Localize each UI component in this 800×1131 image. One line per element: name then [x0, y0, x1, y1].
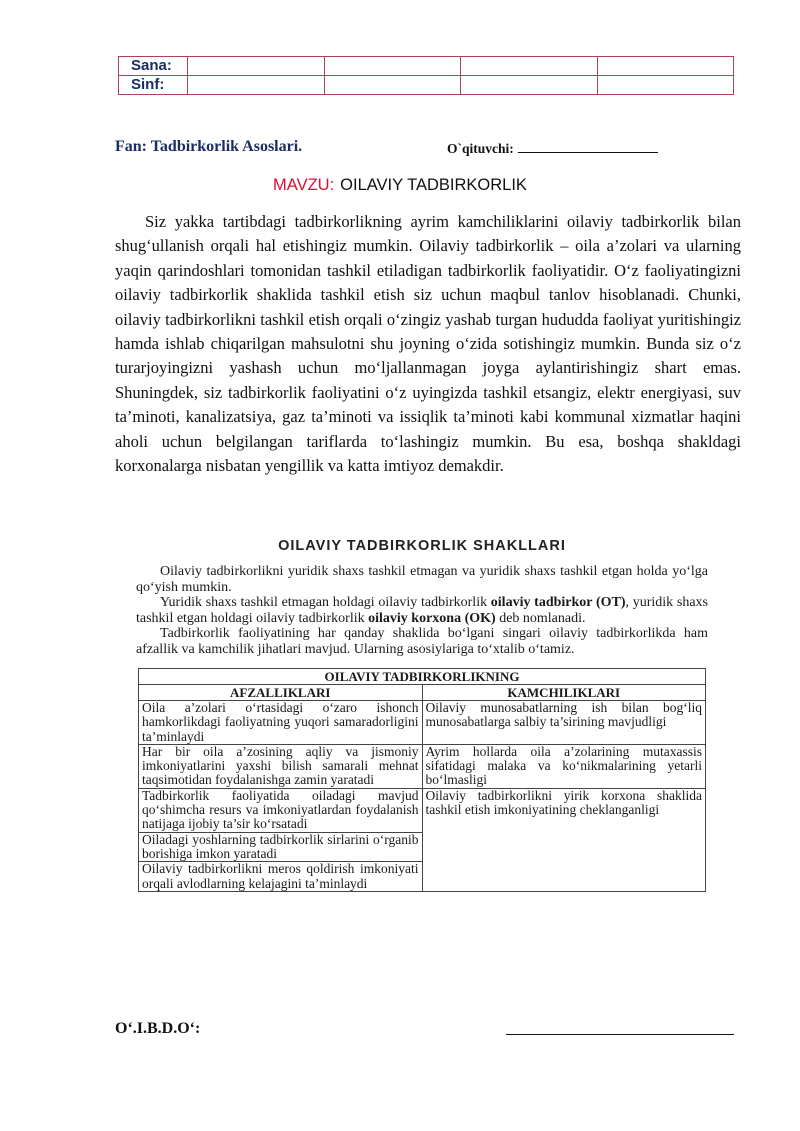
pros-cell: Oilaviy tadbirkorlikni meros qoldirish imkoniyati orqali avlodlarning kelajagini ta’minlaydi — [139, 862, 423, 892]
teacher-field — [447, 140, 658, 157]
sana-cell-1[interactable] — [188, 57, 325, 76]
header-table — [118, 56, 734, 95]
footer-signature-label: O‘.I.B.D.O‘: — [115, 1020, 201, 1037]
main-paragraph: Siz yakka tartibdagi tadbirkorlikning ayrim kamchiliklarini oilaviy tadbirkorlik bilan shug‘ullanish orqali hal etishingiz mumkin. Oilaviy tadbirkorlik – oila a’zolari va ularning yaqin qarindoshlari tomonidan tashkil etiladigan tadbirkorlik faoliyatidir. O‘z faoliyatingizni oilaviy tadbirkorlik shaklida tashkil etish siz uchun maqbul tanlov hisoblanadi. Chunki, oilaviy tadbirkorlikni tashkil etish orqali o‘zingiz yashab turgan hududda faoliyat yuritishingiz hamda ishlab chiqarilgan mahsulotni shu joyning o‘zida sotishingiz mumkin. Bunda siz o‘z turarjoyingizni yashash uchun mo‘ljallanmagan joyga aylantirishingiz shart emas. Shuningdek, siz tadbirkorlik faoliyatini o‘z uyingizda tashkil etsangiz, elektr energiyasi, suv ta’minoti, kanalizatsiya, gaz ta’minoti va issiqlik ta’minoti kabi kommunal xizmatlar haqini aholi uchun belgilangan tariflarda to‘lashingiz mumkin. Bu esa, boshqa shakldagi korxonalarga nisbatan yengillik va katta imtiyoz demakdir. — [115, 212, 741, 476]
pros-cell: Har bir oila a’zosining aqliy va jismoniy imkoniyatlarini yaxshi bilish samarali mehnat taqsimotidan foydalanishga zamin yaratadi — [139, 744, 423, 788]
sana-cell-3[interactable] — [461, 57, 598, 76]
pros-cell: Oiladagi yoshlarning tadbirkorlik sirlarini o‘rganib borishiga imkon yaratadi — [139, 832, 423, 862]
excerpt-paragraph-3: Tadbirkorlik faoliyatining har qanday shaklida bo‘lgani singari oilaviy tadbirkorlikda ham afzallik va kamchilik jihatlari mavjud. Ularning asosiylariga to‘xtalib o‘tamiz. — [136, 626, 708, 657]
topic-title: OILAVIY TADBIRKORLIK — [340, 176, 527, 194]
excerpt-paragraph-1: Oilaviy tadbirkorlikni yuridik shaxs tashkil etmagan va yuridik shaxs tashkil etgan holda yo‘lga qo‘yish mumkin. — [136, 564, 708, 595]
pros-cell: Tadbirkorlik faoliyatida oiladagi mavjud qo‘shimcha resurs va imkoniyatlardan foydalanish natijaga ijobiy ta’sir ko‘rsatadi — [139, 788, 423, 832]
pros-cons-table — [138, 668, 706, 892]
sana-label: Sana: — [119, 57, 188, 76]
p2-text-e: deb nomlanadi. — [495, 610, 586, 626]
sinf-cell-4[interactable] — [597, 76, 734, 95]
teacher-label: O`qituvchi: — [447, 141, 514, 156]
table-row — [139, 788, 706, 832]
sana-cell-4[interactable] — [597, 57, 734, 76]
p2-text-a: Yuridik shaxs tashkil etmagan holdagi oilaviy tadbirkorlik — [160, 595, 491, 610]
footer-signature-line[interactable] — [506, 1034, 734, 1035]
pros-cell: Oila a’zolari o‘rtasidagi o‘zaro ishonch hamkorlikdagi faoliyatning yuqori samaradorligini ta’minlaydi — [139, 701, 423, 745]
sinf-cell-2[interactable] — [324, 76, 461, 95]
table-row — [139, 744, 706, 788]
topic-heading — [0, 176, 800, 195]
sinf-cell-1[interactable] — [188, 76, 325, 95]
excerpt-paragraph-2 — [136, 595, 708, 626]
subject-title: Fan: Tadbirkorlik Asoslari. — [115, 138, 303, 155]
teacher-blank-line[interactable] — [518, 140, 658, 153]
p2-term-ot: oilaviy tadbirkor (OT) — [490, 595, 626, 610]
p2-term-ok: oilaviy korxona (OK) — [368, 610, 496, 626]
p2-text-c: , yuridik shaxs tashkil etgan holdagi oilaviy tadbirkorlik — [136, 595, 708, 626]
topic-label: MAVZU: — [273, 176, 335, 194]
sinf-cell-3[interactable] — [461, 76, 598, 95]
excerpt-heading: OILAVIY TADBIRKORLIK SHAKLLARI — [278, 538, 566, 554]
pros-column-header: AFZALLIKLARI — [139, 685, 423, 701]
cons-cell: Oilaviy munosabatlarning ish bilan bog‘liq munosabatlarga salbiy ta’sirining mavjudligi — [422, 701, 706, 745]
pros-cons-table-title: OILAVIY TADBIRKORLIKNING — [139, 669, 706, 685]
scanned-textbook-excerpt — [136, 538, 708, 988]
cons-cell: Ayrim hollarda oila a’zolarining mutaxassis sifatidagi malaka va ko‘nikmalarining yetarli bo‘lmasligi — [422, 744, 706, 788]
sana-cell-2[interactable] — [324, 57, 461, 76]
cons-column-header: KAMCHILIKLARI — [422, 685, 706, 701]
sinf-label: Sinf: — [119, 76, 188, 95]
table-row — [139, 701, 706, 745]
cons-cell: Oilaviy tadbirkorlikni yirik korxona shaklida tashkil etish imkoniyatining cheklanganligi — [422, 788, 706, 891]
